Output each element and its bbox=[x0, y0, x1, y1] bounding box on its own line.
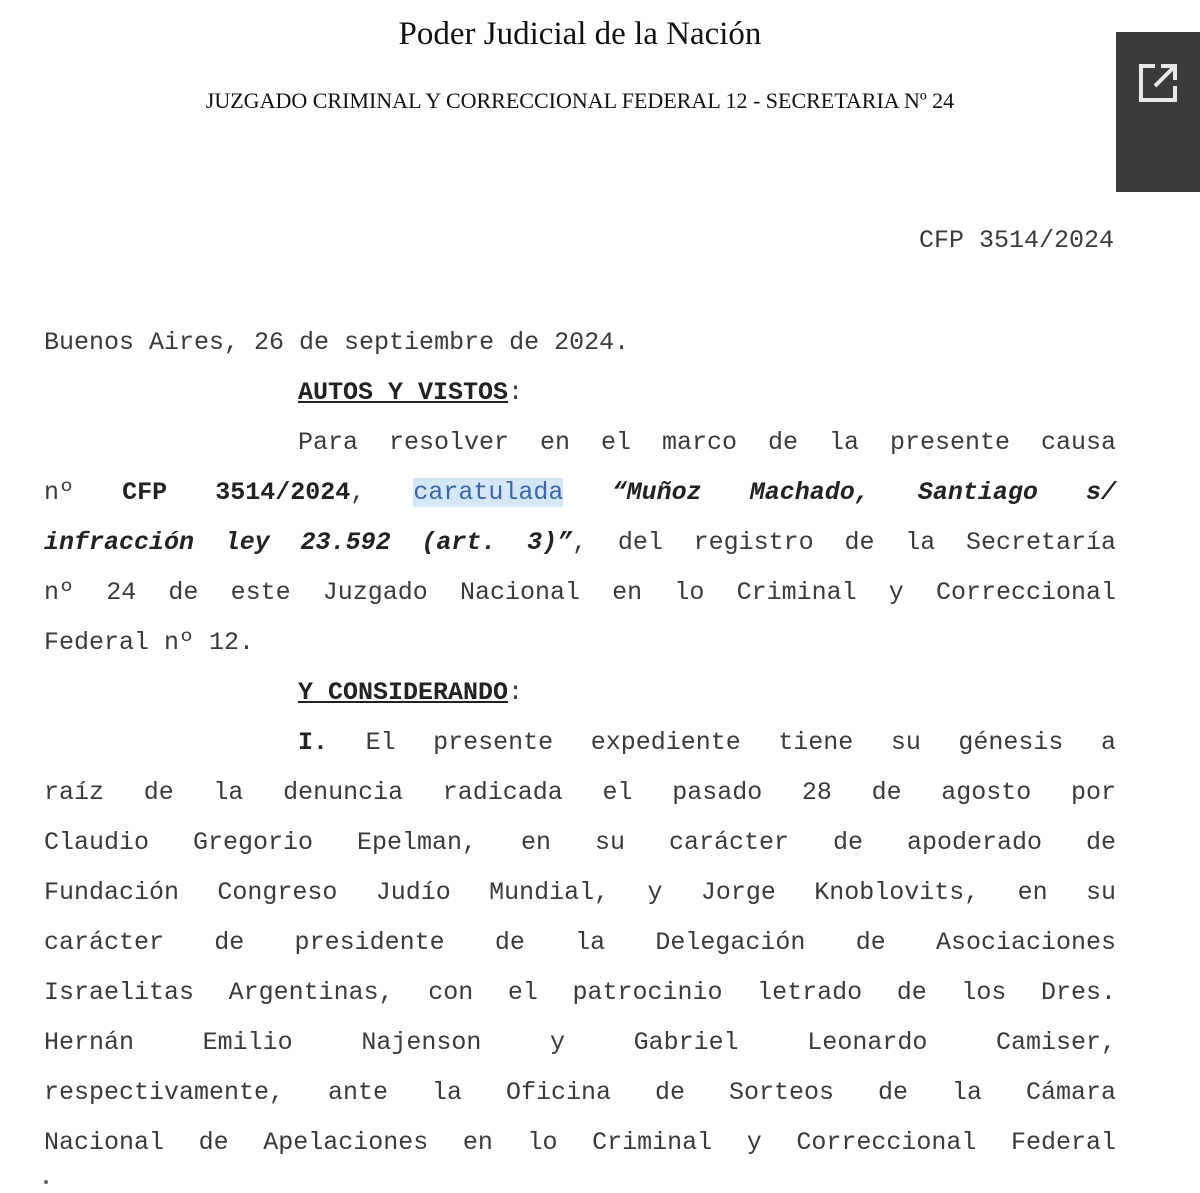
paragraph-line: raíz de la denuncia radicada el pasado 28 de agosto por bbox=[44, 778, 1116, 807]
autos-heading-line: AUTOS Y VISTOS: bbox=[298, 378, 524, 407]
paragraph-line: Fundación Congreso Judío Mundial, y Jorge Knoblovits, en su bbox=[44, 878, 1116, 907]
highlighted-word: caratulada bbox=[413, 478, 564, 507]
paragraph-line bbox=[44, 518, 1116, 568]
paragraph-line: respectivamente, ante la Oficina de Sorteos de la Cámara bbox=[44, 1078, 1116, 1107]
case-reference: CFP 3514/2024 bbox=[122, 478, 351, 507]
paragraph-line: carácter de presidente de la Delegación de Asociaciones bbox=[44, 928, 1116, 957]
date-line: Buenos Aires, 26 de septiembre de 2024. bbox=[44, 328, 630, 357]
text-run: , bbox=[350, 478, 414, 507]
paragraph-line bbox=[44, 718, 1116, 768]
open-external-button[interactable] bbox=[1116, 32, 1200, 192]
case-title: “Muñoz Machado, Santiago s/ bbox=[611, 478, 1116, 507]
text-run: nº bbox=[44, 478, 123, 507]
text-run: , del registro de la Secretaría bbox=[572, 528, 1117, 557]
paragraph-line: Israelitas Argentinas, con el patrocinio letrado de los Dres. bbox=[44, 978, 1116, 1007]
text-fragment bbox=[44, 1180, 48, 1184]
paragraph-line: nº 24 de este Juzgado Nacional en lo Criminal y Correccional bbox=[44, 578, 1116, 607]
header-title: Poder Judicial de la Nación bbox=[398, 16, 762, 52]
case-number: CFP 3514/2024 bbox=[918, 226, 1114, 255]
paragraph-line bbox=[44, 468, 1116, 518]
paragraph-line: Para resolver en el marco de la presente causa bbox=[298, 428, 1116, 457]
section-numeral: I. bbox=[298, 728, 329, 757]
case-title-cont: infracción ley 23.592 (art. 3)” bbox=[44, 528, 573, 557]
text-run: El presente expediente tiene su génesis a bbox=[328, 728, 1116, 757]
considerando-heading: Y CONSIDERANDO bbox=[298, 678, 509, 707]
paragraph-line: Claudio Gregorio Epelman, en su carácter de apoderado de bbox=[44, 828, 1116, 857]
header-subtitle: JUZGADO CRIMINAL Y CORRECCIONAL FEDERAL 12 - SECRETARIA Nº 24 bbox=[205, 88, 955, 113]
paragraph-line: Federal nº 12. bbox=[44, 628, 255, 657]
considerando-heading-line: Y CONSIDERANDO: bbox=[298, 678, 524, 707]
autos-heading: AUTOS Y VISTOS bbox=[298, 378, 509, 407]
paragraph-line: Nacional de Apelaciones en lo Criminal y Correccional Federal bbox=[44, 1128, 1116, 1157]
open-in-new-icon bbox=[1135, 60, 1181, 106]
document-body bbox=[44, 318, 1116, 1168]
paragraph-line: Hernán Emilio Najenson y Gabriel Leonardo Camiser, bbox=[44, 1028, 1116, 1057]
